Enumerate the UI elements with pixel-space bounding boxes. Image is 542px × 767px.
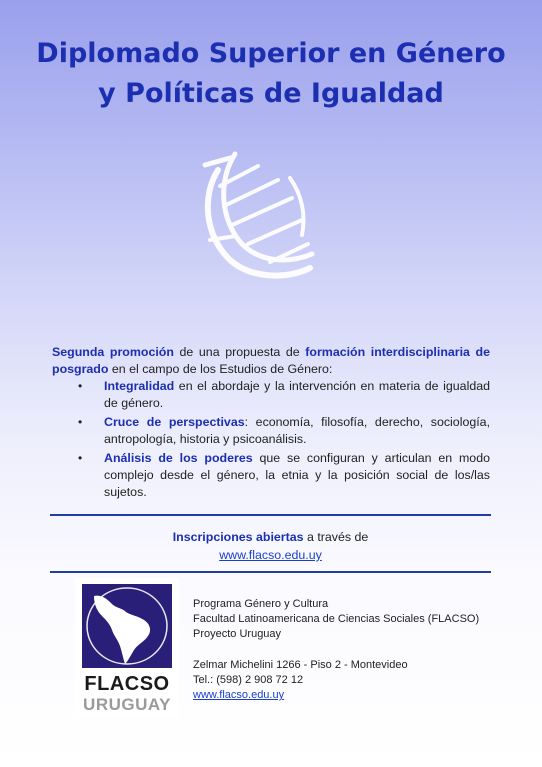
list-item-text: que se configuran y articulan en modo complejo desde el género, la etnia y la posición social de los/las sujetos. (104, 451, 490, 499)
logo-text-uruguay: URUGUAY (83, 695, 171, 714)
inscription-highlight: Inscripciones abiertas (172, 530, 304, 544)
contact-phone: Tel.: (598) 2 908 72 12 (193, 674, 304, 686)
intro-text-2: en el campo de los Estudios de Género: (108, 362, 333, 376)
list-item (104, 414, 490, 448)
title-line-1: Diplomado Superior en Género (36, 38, 506, 69)
description-block (52, 344, 490, 503)
inscription-text: a través de (303, 530, 369, 544)
intro-highlight-2: formación interdisciplinaria de posgrado (52, 345, 490, 376)
globe-emblem-icon (190, 140, 330, 290)
feature-list (52, 378, 490, 501)
intro-text-1: de una propuesta de (173, 345, 306, 359)
contact-faculty: Facultad Latinoamericana de Ciencias Sociales (FLACSO) (193, 613, 480, 625)
inscription-line (50, 528, 491, 546)
logo-map-box (82, 584, 172, 668)
divider-top (50, 514, 491, 516)
list-item (104, 378, 490, 412)
title-line-2: y Políticas de Igualdad (98, 78, 444, 109)
contact-website-link[interactable]: www.flacso.edu.uy (193, 689, 285, 701)
page-title (0, 34, 542, 114)
list-item (104, 450, 490, 501)
list-item-text: : economía, filosofía, derecho, sociología, antropología, historia y psicoanálisis. (104, 415, 491, 446)
intro-highlight-1: Segunda promoción (52, 345, 174, 359)
latin-america-map-icon (82, 584, 172, 668)
list-item-text: en el abordaje y la intervención en materia de igualdad de género. (104, 379, 490, 410)
intro-paragraph (52, 344, 490, 378)
contact-block (193, 597, 513, 703)
inscription-block (50, 528, 491, 564)
contact-address: Zelmar Michelini 1266 - Piso 2 - Montevideo (193, 659, 408, 671)
list-item-highlight: Cruce de perspectivas (104, 415, 245, 429)
flacso-logo (75, 578, 179, 718)
list-item-highlight: Integralidad (104, 379, 175, 393)
list-item-highlight: Análisis de los poderes (104, 451, 253, 465)
contact-program: Programa Género y Cultura (193, 598, 329, 610)
divider-bottom (50, 571, 491, 573)
inscription-link[interactable]: www.flacso.edu.uy (219, 548, 322, 562)
logo-text-flacso: FLACSO (84, 673, 170, 695)
contact-project: Proyecto Uruguay (193, 628, 282, 640)
